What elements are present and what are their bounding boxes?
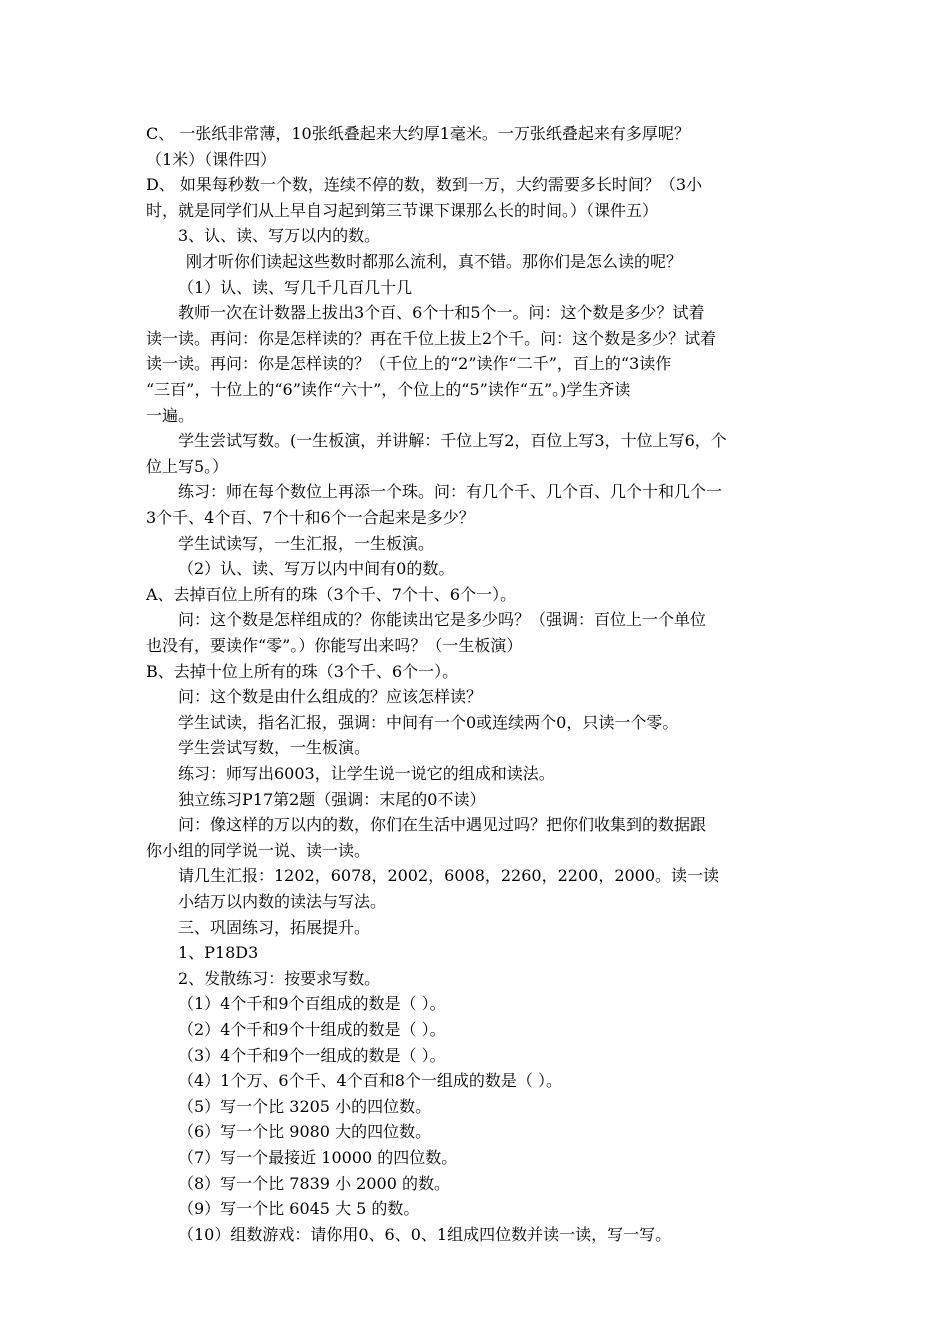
text-line: 练习：师在每个数位上再添一个珠。问：有几个千、几个百、几个十和几个一	[178, 482, 723, 502]
text-line: 位上写5。）	[146, 456, 229, 476]
text-line: 请几生汇报：1202，6078，2002，6008，2260，2200，2000。读一读	[178, 866, 720, 886]
text-line: （3）4个千和9个一组成的数是（ ）。	[178, 1045, 446, 1065]
text-line: 独立练习P17第2题（强调：末尾的0不读）	[178, 789, 486, 809]
text-line: 问：像这样的万以内的数，你们在生活中遇见过吗？把你们收集到的数据跟	[178, 815, 707, 835]
text-line: 2、发散练习：按要求写数。	[178, 968, 381, 988]
text-line: 问：这个数是由什么组成的？应该怎样读？	[178, 687, 483, 707]
text-line: 学生尝试写数，一生板演。	[178, 738, 371, 758]
text-line: （1）4个千和9个百组成的数是（ ）。	[178, 994, 446, 1014]
text-line: （1米）（课件四）	[146, 149, 277, 169]
text-line: （1）认、读、写几千几百几十几	[178, 277, 413, 297]
text-line: （10）组数游戏：请你用0、6、0、1组成四位数并读一读，写一写。	[178, 1224, 672, 1244]
text-line: 读一读。再问：你是怎样读的？（千位上的“2”读作“二千”，百上的“3读作	[146, 354, 672, 374]
text-line: 3个千、4个百、7个十和6个一合起来是多少？	[146, 508, 475, 527]
text-line: 1、P18D3	[178, 943, 259, 963]
text-line: 刚才听你们读起这些数时都那么流利，真不错。那你们是怎么读的呢？	[186, 252, 683, 271]
text-line: 学生试读，指名汇报，强调：中间有一个0或连续两个0，只读一个零。	[178, 712, 679, 732]
text-line: 3、认、读、写万以内的数。	[178, 226, 381, 246]
text-line: 一遍。	[146, 405, 195, 425]
text-line: （2）4个千和9个十组成的数是（ ）。	[178, 1020, 446, 1039]
text-line: 学生尝试写数。(一生板演，并讲解：千位上写2，百位上写3，十位上写6，个	[178, 431, 727, 451]
text-line: （8）写一个比 7839 小 2000 的数。	[178, 1173, 450, 1193]
text-line: 问：这个数是怎样组成的？你能读出它是多少吗？（强调：百位上一个单位	[178, 610, 707, 630]
text-line: 时，就是同学们从上早自习起到第三节课下课那么长的时间。）（课件五）	[146, 200, 659, 220]
text-line: （2）认、读、写万以内中间有0的数。	[178, 559, 455, 579]
text-line: 读一读。再问：你是怎样读的？再在千位上拔上2个千。问：这个数是多少？试着	[146, 328, 717, 348]
text-line: 教师一次在计数器上拔出3个百、6个十和5个一。问：这个数是多少？试着	[178, 303, 705, 323]
text-line: B、去掉十位上所有的珠（3个千、6个一）。	[146, 661, 459, 681]
text-line: 练习：师写出6003，让学生说一说它的组成和读法。	[178, 764, 555, 783]
text-line: 小结万以内数的读法与写法。	[178, 892, 387, 911]
text-line: “三百”，十位上的“6”读作“六十”，个位上的“5”读作“五”。)学生齐读	[146, 380, 631, 399]
text-line: （6）写一个比 9080 大的四位数。	[178, 1122, 432, 1142]
text-line: 也没有，要读作“零”。）你能写出来吗？（一生板演）	[146, 636, 523, 655]
text-line: （7）写一个最接近 10000 的四位数。	[178, 1148, 458, 1167]
text-line: 三、巩固练习，拓展提升。	[178, 917, 371, 937]
text-line: A、去掉百位上所有的珠（3个千、7个十、6个一）。	[146, 584, 517, 604]
text-line: 学生试读写，一生汇报，一生板演。	[178, 533, 435, 553]
text-line: （5）写一个比 3205 小的四位数。	[178, 1096, 432, 1116]
text-line: D、 如果每秒数一个数，连续不停的数，数到一万，大约需要多长时间？（3小	[146, 175, 703, 195]
text-line: （9）写一个比 6045 大 5 的数。	[178, 1199, 420, 1219]
text-line: C、 一张纸非常薄，10张纸叠起来大约厚1毫米。一万张纸叠起来有多厚呢？	[146, 124, 690, 143]
text-line: （4）1个万、6个千、4个百和8个一组成的数是（ ）。	[178, 1071, 562, 1091]
text-line: 你小组的同学说一说、读一读。	[146, 840, 371, 860]
